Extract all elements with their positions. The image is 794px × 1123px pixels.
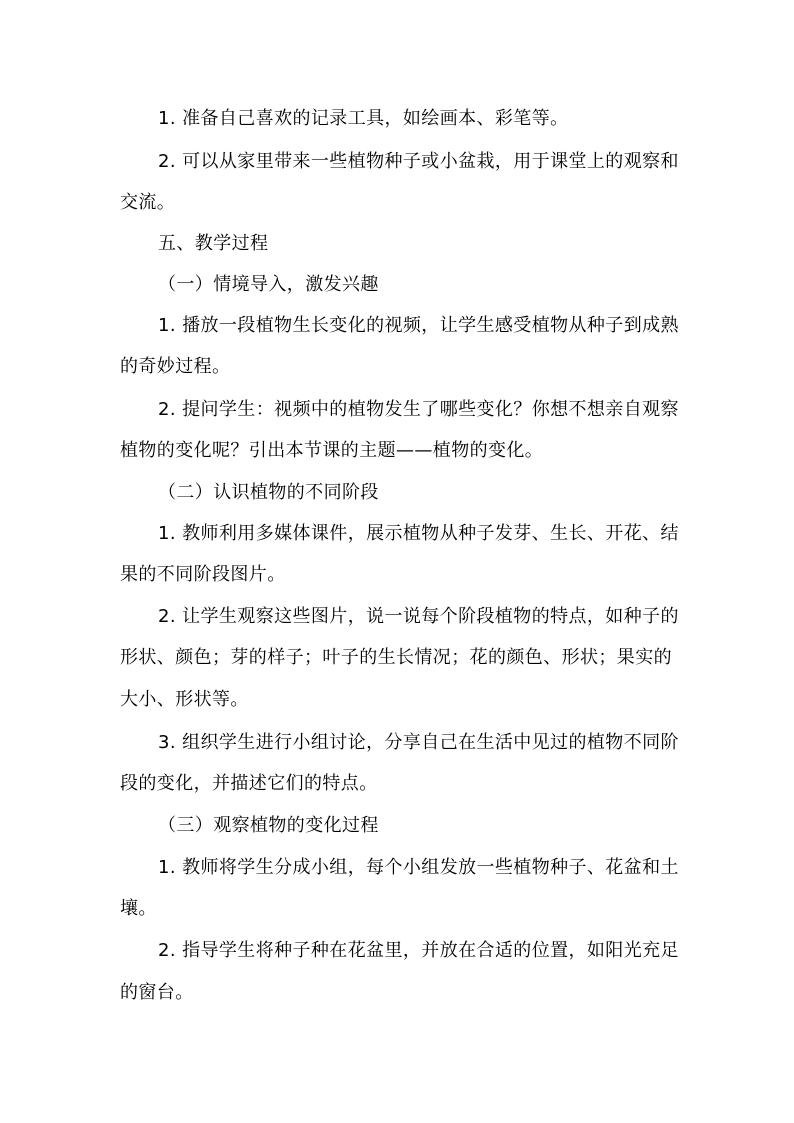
paragraph-observe-2: 2. 指导学生将种子种在花盆里，并放在合适的位置，如阳光充足 — [158, 940, 679, 961]
paragraph-stages-1: 1. 教师利用多媒体课件，展示植物从种子发芽、生长、开花、结 — [158, 523, 679, 544]
paragraph-observe-2-cont: 的窗台。 — [120, 982, 194, 1003]
paragraph-stages-1-cont: 果的不同阶段图片。 — [120, 564, 286, 585]
paragraph-stages-3: 3. 组织学生进行小组讨论，分享自己在生活中见过的植物不同阶 — [158, 732, 679, 753]
section-heading-teaching-process: 五、教学过程 — [158, 233, 269, 254]
subheading-observe-process: （三）观察植物的变化过程 — [158, 815, 379, 836]
paragraph-stages-2: 2. 让学生观察这些图片，说一说每个阶段植物的特点，如种子的 — [158, 606, 679, 627]
paragraph-observe-1-cont: 壤。 — [120, 898, 157, 919]
paragraph-intro-1: 1. 播放一段植物生长变化的视频，让学生感受植物从种子到成熟 — [158, 315, 679, 336]
paragraph-observe-1: 1. 教师将学生分成小组，每个小组发放一些植物种子、花盆和土 — [158, 857, 679, 878]
paragraph-intro-2: 2. 提问学生：视频中的植物发生了哪些变化？你想不想亲自观察 — [158, 399, 679, 420]
paragraph-stages-2-cont-2: 大小、形状等。 — [120, 689, 249, 710]
subheading-situation-intro: （一）情境导入，激发兴趣 — [158, 274, 379, 295]
subheading-plant-stages: （二）认识植物的不同阶段 — [158, 482, 379, 503]
paragraph-intro-1-cont: 的奇妙过程。 — [120, 356, 231, 377]
paragraph-intro-2-cont: 植物的变化呢？引出本节课的主题——植物的变化。 — [120, 440, 544, 461]
paragraph-stages-3-cont: 段的变化，并描述它们的特点。 — [120, 773, 378, 794]
paragraph-prep-2-cont: 交流。 — [120, 192, 176, 213]
paragraph-prep-2: 2. 可以从家里带来一些植物种子或小盆栽，用于课堂上的观察和 — [158, 151, 679, 172]
paragraph-stages-2-cont-1: 形状、颜色；芽的样子；叶子的生长情况；花的颜色、形状；果实的 — [120, 647, 672, 668]
paragraph-prep-1: 1. 准备自己喜欢的记录工具，如绘画本、彩笔等。 — [158, 108, 569, 129]
